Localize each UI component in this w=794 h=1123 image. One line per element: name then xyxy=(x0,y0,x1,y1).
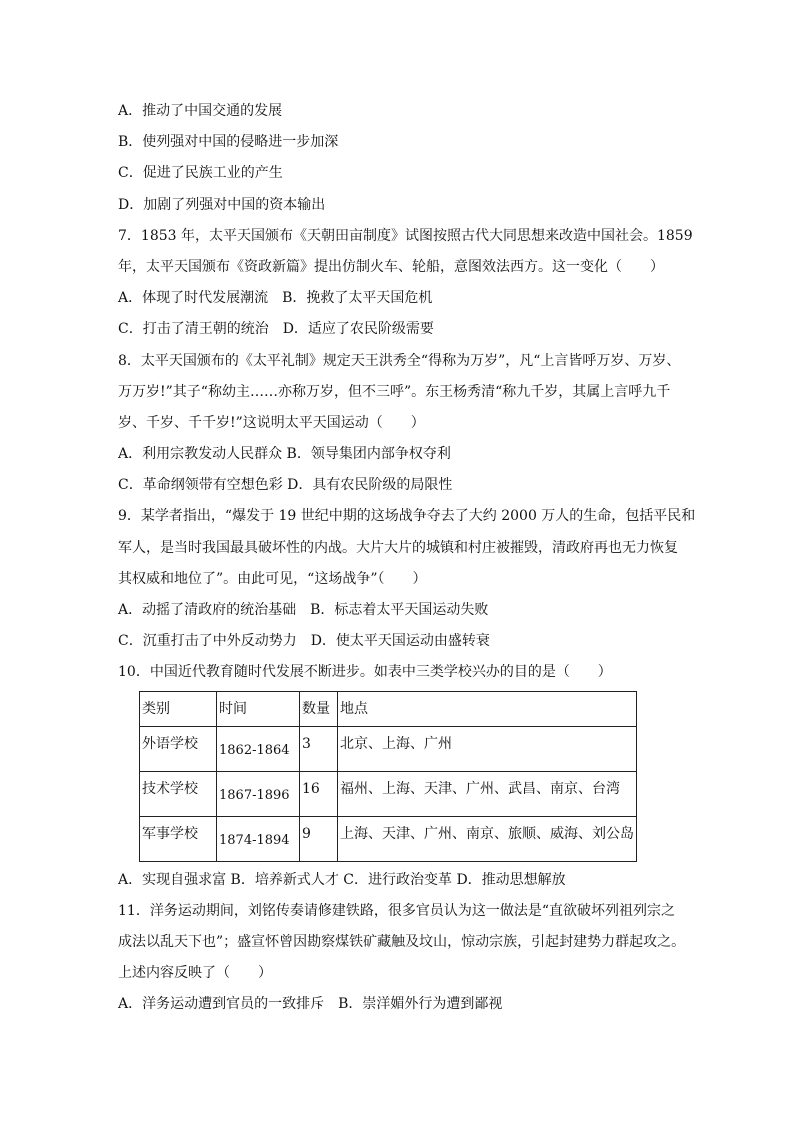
cell-period: 1874-1894 xyxy=(217,816,300,861)
prev-option-d: D．加剧了列强对中国的资本输出 xyxy=(118,196,326,213)
table-row xyxy=(140,771,637,816)
cell-period: 1867-1896 xyxy=(217,771,300,816)
q7-stem-line-2: 年，太平天国颁布《资政新篇》提出仿制火车、轮船，意图效法西方。这一变化（ ） xyxy=(118,258,664,275)
q11-stem-line-3: 上述内容反映了（ ） xyxy=(118,965,272,982)
q8-stem-line-1: 8．太平天国颁布的《太平礼制》规定天王洪秀全“得称为万岁”，凡“上言皆呼万岁、万岁、 xyxy=(118,352,681,369)
table-row xyxy=(140,726,637,771)
question-7 xyxy=(118,221,693,346)
cell-category: 军事学校 xyxy=(140,816,217,861)
cell-places: 北京、上海、广州 xyxy=(338,726,637,771)
q10-stem: 10．中国近代教育随时代发展不断进步。如表中三类学校兴办的目的是（ ） xyxy=(118,664,612,681)
question-10 xyxy=(118,657,680,895)
q9-stem-line-3: 其权威和地位了”。由此可见，“这场战争”（ ） xyxy=(118,570,427,587)
q7-options-line-1: A．体现了时代发展潮流 B．挽救了太平天国危机 xyxy=(118,290,433,307)
cell-category: 外语学校 xyxy=(140,726,217,771)
cell-count: 9 xyxy=(300,816,338,861)
cell-period: 1862-1864 xyxy=(217,726,300,771)
q8-stem-line-3: 岁、千岁、千千岁!”这说明太平天国运动（ ） xyxy=(118,414,425,431)
header-period: 时间 xyxy=(217,691,300,726)
question-8 xyxy=(118,346,680,502)
q8-options-line-2: C．革命纲领带有空想色彩 D．具有农民阶级的局限性 xyxy=(118,477,453,494)
q7-stem-line-1: 7．1853 年，太平天国颁布《天朝田亩制度》试图按照古代大同思想来改造中国社会。1859 xyxy=(118,227,693,244)
q9-stem-line-1: 9．某学者指出，“爆发于 19 世纪中期的这场战争夺去了大约 2000 万人的生命，包括平民和 xyxy=(118,508,696,525)
question-9 xyxy=(118,501,696,657)
cell-count: 3 xyxy=(300,726,338,771)
q9-stem-line-2: 军人，是当时我国最具破坏性的内战。大片大片的城镇和村庄被摧毁，清政府再也无力恢复 xyxy=(118,539,678,556)
q9-options-line-1: A．动摇了清政府的统治基础 B．标志着太平天国运动失败 xyxy=(118,602,489,618)
cell-places: 福州、上海、天津、广州、武昌、南京、台湾 xyxy=(338,771,637,816)
cell-places: 上海、天津、广州、南京、旅顺、威海、刘公岛 xyxy=(338,816,637,861)
header-category: 类别 xyxy=(140,691,217,726)
q8-options-line-1: A．利用宗教发动人民群众 B．领导集团内部争权夺利 xyxy=(118,446,451,463)
header-places: 地点 xyxy=(338,691,637,726)
cell-category: 技术学校 xyxy=(140,771,217,816)
header-count: 数量 xyxy=(300,691,338,726)
q11-stem-line-1: 11．洋务运动期间，刘铭传奏请修建铁路，很多官员认为这一做法是“直欲破坏列祖列宗之 xyxy=(118,902,675,919)
q10-options-line: A．实现自强求富 B．培养新式人才 C．进行政治变革 D．推动思想解放 xyxy=(118,871,566,888)
q11-stem-line-2: 成法以乱天下也”；盛宣怀曾因勘察煤铁矿藏触及坟山，惊动宗族，引起封建势力群起攻之。 xyxy=(118,933,686,950)
cell-count: 16 xyxy=(300,771,338,816)
q8-stem-line-2: 万万岁!”其子“称幼主……亦称万岁，但不三呼”。东王杨秀清“称九千岁，其属上言呼九千 xyxy=(118,383,671,400)
schools-table xyxy=(139,691,637,862)
q9-options-line-2: C．沉重打击了中外反动势力 D．使太平天国运动由盛转衰 xyxy=(118,633,490,650)
question-11 xyxy=(118,896,686,1021)
prev-option-b: B．使列强对中国的侵略进一步加深 xyxy=(118,134,339,151)
q7-options-line-2: C．打击了清王朝的统治 D．适应了农民阶级需要 xyxy=(118,321,434,338)
q11-options-line-1: A．洋务运动遭到官员的一致排斥 B．崇洋媚外行为遭到鄙视 xyxy=(118,996,503,1013)
exam-page xyxy=(118,96,696,1021)
prev-option-a: A．推动了中国交通的发展 xyxy=(118,103,283,119)
table-row xyxy=(140,816,637,861)
table-header-row xyxy=(140,691,637,726)
prev-option-c: C．促进了民族工业的产生 xyxy=(118,165,283,182)
